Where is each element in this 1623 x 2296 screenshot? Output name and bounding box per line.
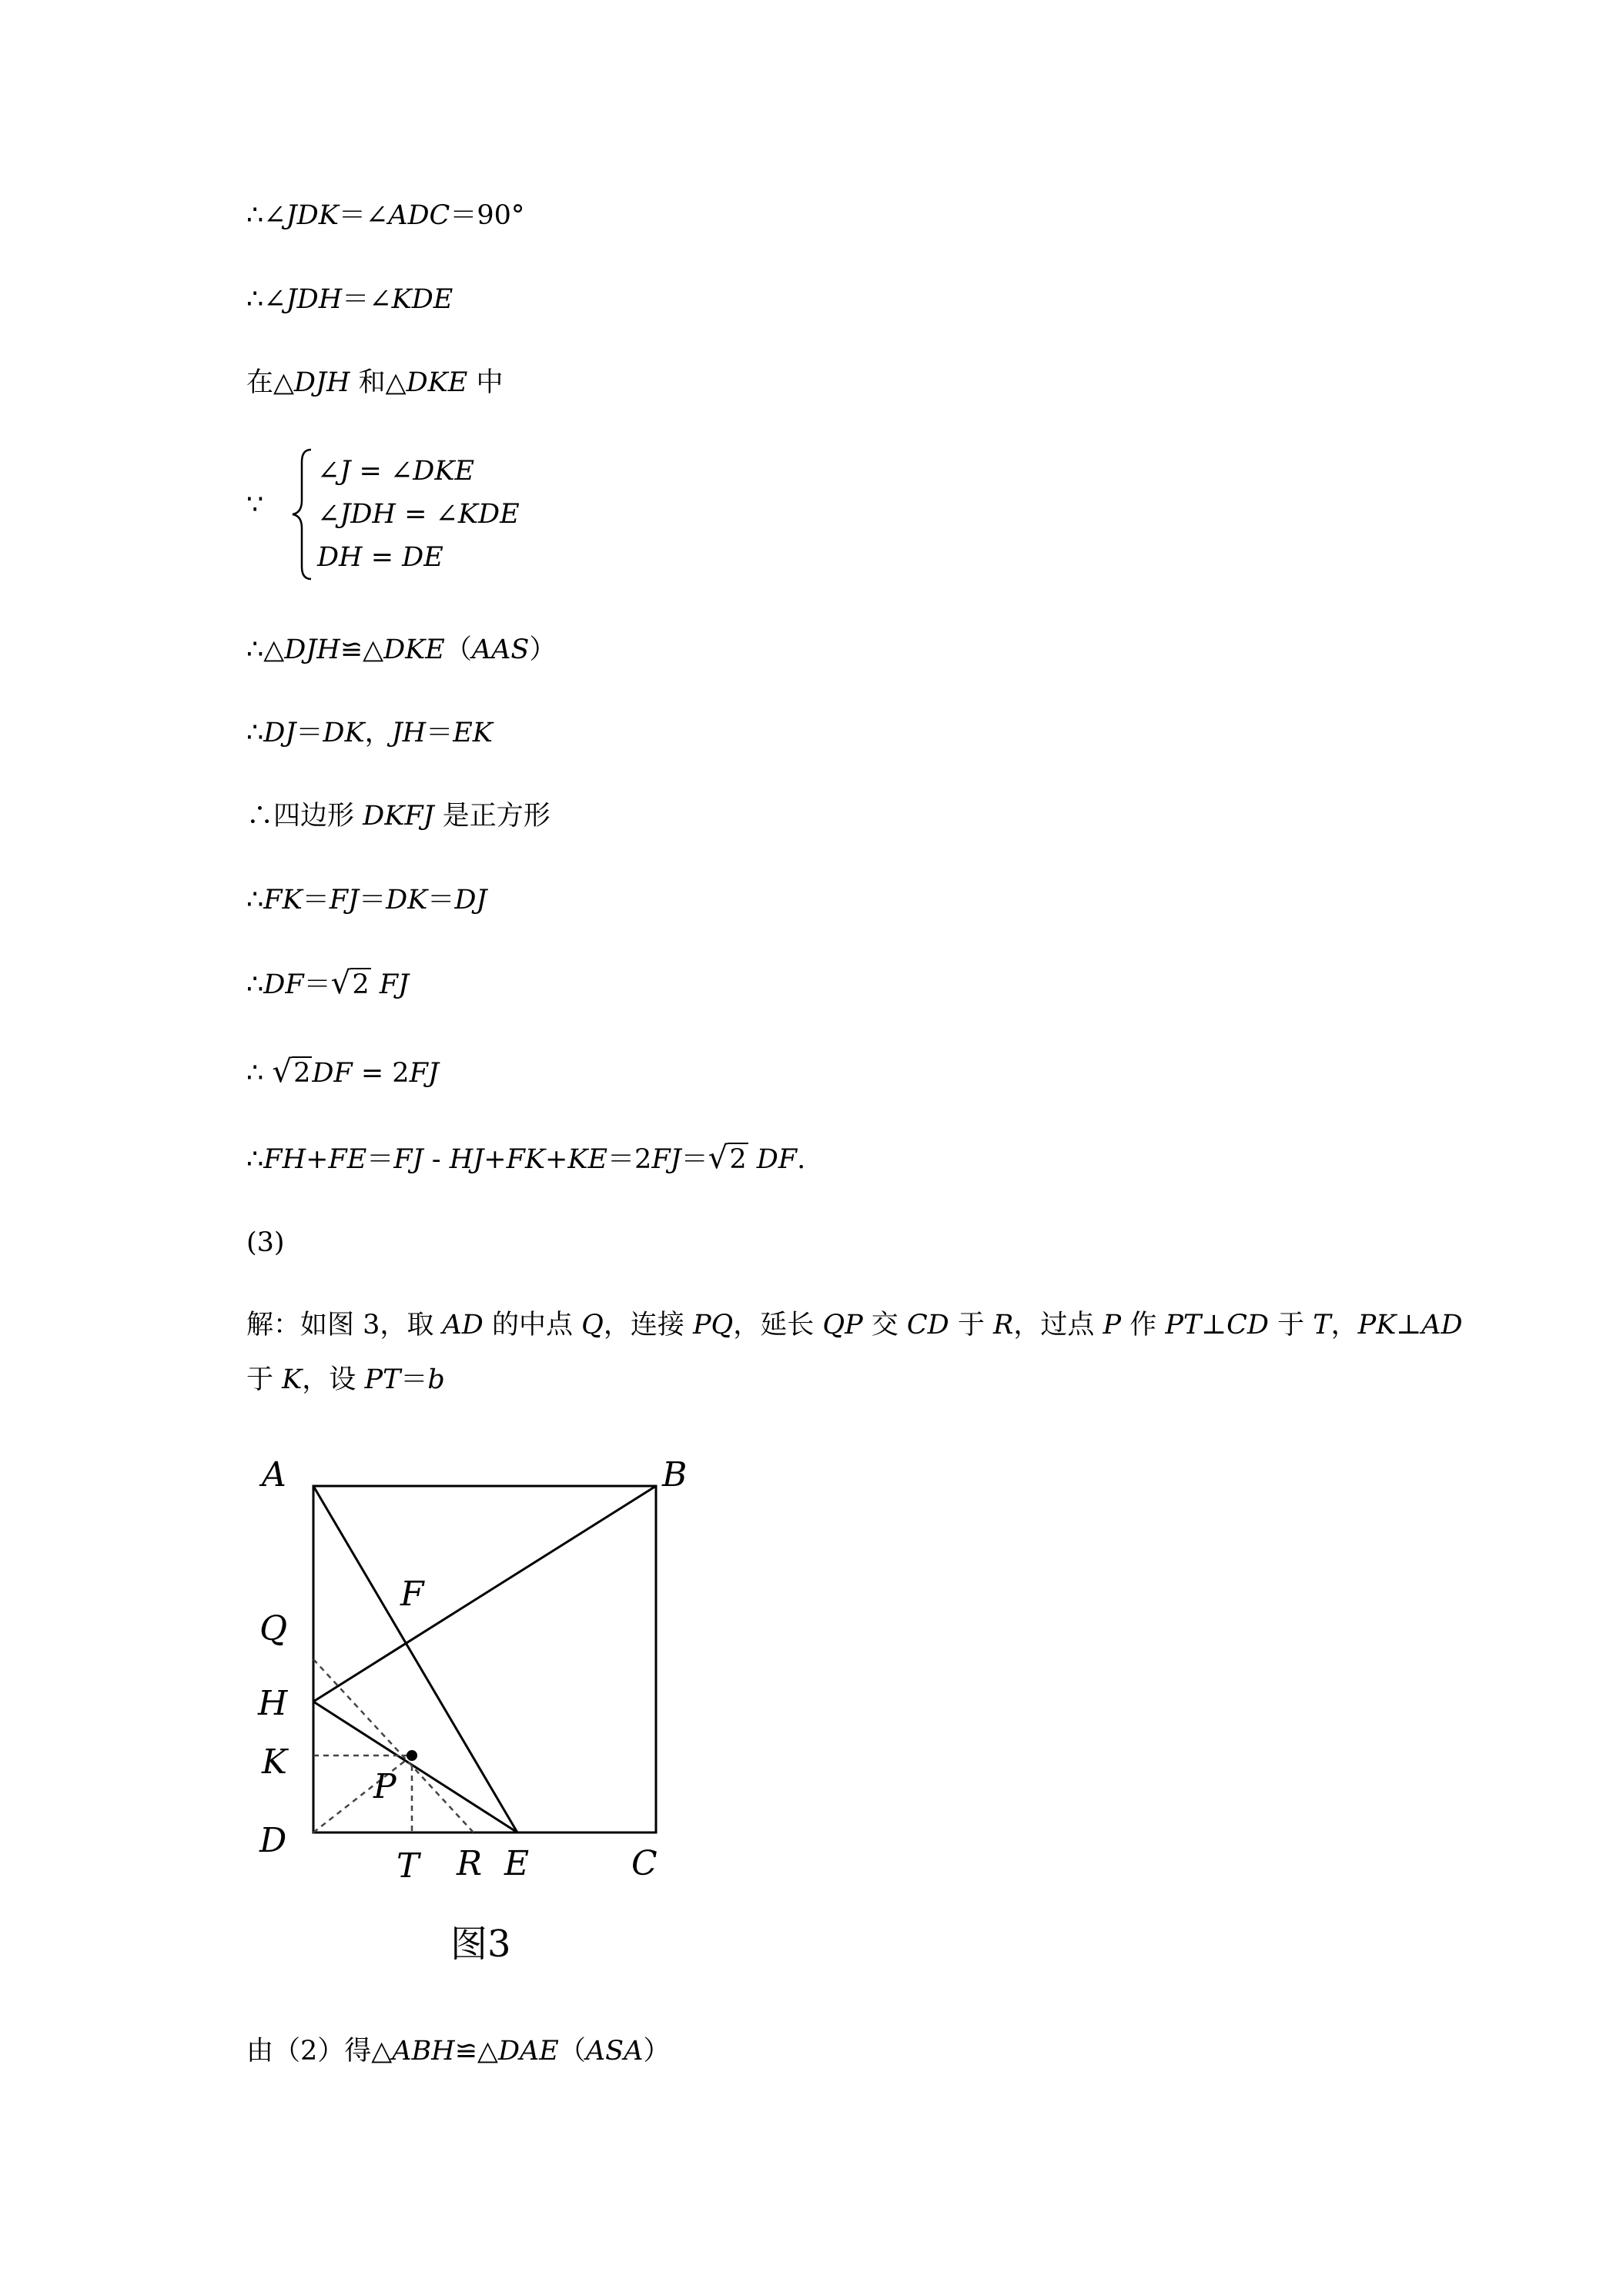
label-t: T [397, 1846, 420, 1886]
label-h: H [258, 1684, 288, 1723]
segment-bh [313, 1486, 656, 1702]
label-q: Q [259, 1609, 288, 1648]
part-3-label: (3) [246, 1227, 285, 1258]
label-e: E [504, 1844, 530, 1883]
proof-line-6: ∴DJ＝DK，JH＝EK [246, 718, 493, 748]
because-symbol: ∵ [246, 490, 264, 520]
condition-3: DH = DE [317, 542, 443, 573]
congruence-conditions [246, 445, 570, 584]
proof-line-1: ∴∠JDK＝∠ADC＝90° [246, 200, 525, 231]
condition-1: ∠J = ∠DKE [317, 456, 475, 487]
segment-ae [313, 1486, 517, 1832]
left-brace-icon [286, 445, 317, 584]
dashed-pd [313, 1755, 412, 1832]
solution-line-2: 于 K，设 PT＝b [246, 1364, 445, 1395]
label-a: A [262, 1455, 286, 1494]
sqrt-symbol: √2 [330, 966, 370, 1001]
proof-line-5: ∴△DJH≌△DKE（AAS） [246, 634, 557, 665]
label-f: F [400, 1575, 424, 1614]
label-b: B [662, 1455, 688, 1494]
figure-caption: 图3 [450, 1923, 511, 1966]
label-c: C [631, 1844, 658, 1883]
proof-line-11: ∴FH+FE＝FJ - HJ+FK+KE＝2FJ＝√2 DF. [246, 1140, 805, 1178]
label-d: D [259, 1821, 287, 1860]
square-diagram [243, 1432, 704, 1894]
proof-line-7: ∴四边形 DKFJ 是正方形 [246, 801, 550, 832]
proof-line-3: 在△DJH 和△DKE 中 [246, 367, 504, 398]
label-k: K [262, 1742, 287, 1782]
proof-line-10: ∴ √2DF = 2FJ [246, 1053, 439, 1092]
geometry-figure-3 [243, 1432, 704, 1894]
segment-he [313, 1702, 517, 1832]
solution-line-3: 由（2）得△ABH≌△DAE（ASA） [246, 2036, 671, 2067]
label-p: P [373, 1767, 397, 1806]
point-p-dot [407, 1750, 417, 1761]
solution-line-1: 解：如图 3，取 AD 的中点 Q，连接 PQ，延长 QP 交 CD 于 R，过点 P 作 PT⊥CD 于 T，PK⊥AD [246, 1310, 1463, 1340]
proof-line-2: ∴∠JDH＝∠KDE [246, 284, 453, 315]
sqrt-symbol: √2 [708, 1140, 747, 1176]
dashed-qr [313, 1659, 474, 1832]
square-abcd [313, 1486, 656, 1832]
proof-line-8: ∴FK＝FJ＝DK＝DJ [246, 885, 487, 915]
label-r: R [457, 1844, 483, 1883]
sqrt-symbol: √2 [272, 1054, 311, 1089]
proof-line-9: ∴DF＝√2 FJ [246, 965, 409, 1003]
condition-2: ∠JDH = ∠KDE [317, 499, 520, 530]
